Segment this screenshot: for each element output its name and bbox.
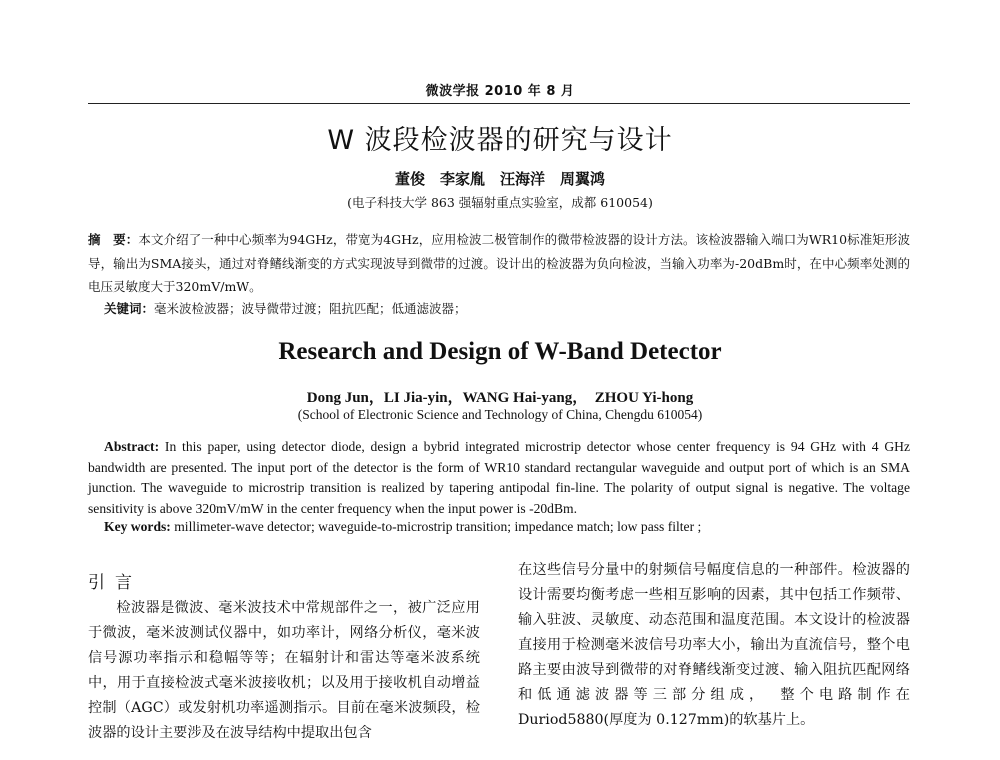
english-affiliation: (School of Electronic Science and Technology of China, Chengdu 610054) bbox=[297, 407, 703, 422]
chinese-keywords-label: 关键词： bbox=[104, 301, 155, 316]
left-column-paragraph: 检波器是微波、毫米波技术中常规部件之一，被广泛应用于微波，毫米波测试仪器中，如功率计，网络分析仪，毫米波信号源功率指示和稳幅等等；在辐射计和雷达等毫米波系统中，用于直接检波式毫米波接收机；以及用于接收机自动增益控制（AGC）或发射机功率遥测指示。目前在毫米波频段，检波器的设计主要涉及在波导结构中提取出包含 bbox=[88, 600, 480, 741]
english-abstract bbox=[88, 437, 910, 519]
english-title: Research and Design of W-Band Detector bbox=[278, 338, 722, 365]
english-authors: Dong Jun，LI Jia-yin，WANG Hai-yang， ZHOU Yi-hong bbox=[306, 390, 694, 406]
chinese-abstract-text: 本文介绍了一种中心频率为94GHz，带宽为4GHz，应用检波二极管制作的微带检波器的设计方法。该检波器输入端口为WR10标准矩形波导，输出为SMA接头，通过对脊鳍线渐变的方式实现波导到微带的过渡。设计出的检波器为负向检波，当输入功率为-20dBm时，在中心频率处测的电压灵敏度大于320mV/mW。 bbox=[88, 232, 910, 294]
chinese-authors: 董俊 李家胤 汪海洋 周翼鸿 bbox=[394, 170, 605, 188]
english-keywords bbox=[104, 519, 904, 535]
chinese-keywords-text: 毫米波检波器；波导微带过渡；阻抗匹配；低通滤波器； bbox=[154, 301, 467, 316]
section-heading-introduction: 引言 bbox=[88, 573, 142, 593]
right-column-paragraph: 在这些信号分量中的射频信号幅度信息的一种部件。检波器的设计需要均衡考虑一些相互影响的因素，其中包括工作频带、输入驻波、灵敏度、动态范围和温度范围。本文设计的检波器直接用于检测毫米波信号功率大小，输出为直流信号，整个电路主要由波导到微带的对脊鳍线渐变过渡、输入阻抗匹配网络和低通滤波器等三部分组成， 整个电路制作在 Duriod5880(厚度为 0.127mm)的软基片上。 bbox=[518, 562, 910, 728]
english-keywords-text: millimeter-wave detector; waveguide-to-microstrip transition; impedance match; low pass filter ; bbox=[170, 519, 702, 534]
body-left-column bbox=[88, 596, 480, 746]
chinese-affiliation: (电子科技大学 863 强辐射重点实验室，成都 610054) bbox=[347, 195, 653, 210]
chinese-title: W 波段检波器的研究与设计 bbox=[327, 125, 673, 156]
running-header: 微波学报 2010 年 8 月 bbox=[425, 84, 575, 99]
body-right-column bbox=[518, 558, 910, 733]
english-abstract-label: Abstract: bbox=[104, 439, 160, 454]
chinese-keywords bbox=[104, 299, 904, 317]
header-rule bbox=[88, 103, 910, 104]
english-abstract-text: In this paper, using detector diode, design a bybrid integrated microstrip detector whose center frequency is 94 GHz with 4 GHz bandwidth are presented. The input port of the detector is the form of WR10 standard rectangular waveguide and output port of which is an SMA junction. The waveguide to microstrip transition is realized by tapering antipodal fin-line. The polarity of output signal is negative. The voltage sensitivity is above 320mV/mW in the center frequency when the input power is -20dBm. bbox=[88, 439, 910, 516]
chinese-abstract bbox=[88, 228, 910, 299]
chinese-abstract-label: 摘 要： bbox=[88, 232, 139, 247]
english-keywords-label: Key words: bbox=[104, 519, 171, 534]
